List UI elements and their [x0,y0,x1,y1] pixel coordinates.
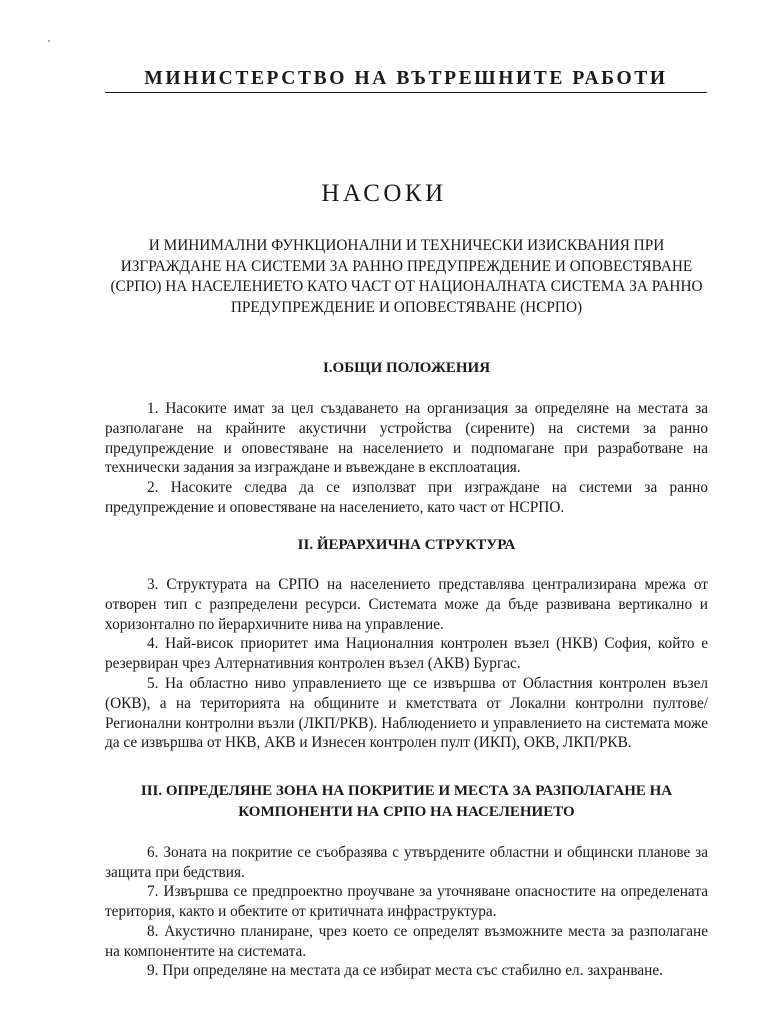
paragraph: 7. Извършва се предпроектно проучване за уточняване опасностите на определената територия, както и обектите от критичната инфраструктура. [105,883,708,920]
paragraph: 9. При определяне на местата да се избират места със стабилно ел. захранване. [147,962,663,979]
paragraph: 4. Най-висок приоритет има Националния контролен възел (НКВ) София, който е резервиран чрез Алтернативния контролен възел (АКВ) Бургас. [105,635,708,672]
document-subtitle: И МИНИМАЛНИ ФУНКЦИОНАЛНИ И ТЕХНИЧЕСКИ ИЗИСКВАНИЯ ПРИ ИЗГРАЖДАНЕ НА СИСТЕМИ ЗА РАННО ПРЕДУПРЕЖДЕНИЕ И ОПОВЕСТЯВАНЕ (СРПО) НА НАСЕЛЕНИЕТО КАТО ЧАСТ ОТ НАЦИОНАЛНАТА СИСТЕМА ЗА РАННО ПРЕДУПРЕЖДЕНИЕ И ОПОВЕСТЯВАНЕ (НСРПО) [110,237,703,316]
paragraph: 8. Акустично планиране, чрез което се определят възможните места за разполагане на компонентите на системата. [105,923,708,960]
paragraph: 6. Зоната на покритие се съобразява с утвърдените областни и общински планове за защита при бедствия. [105,844,708,881]
paragraph: 2. Насоките следва да се използват при изграждане на системи за ранно предупреждение и оповестяване на населението, като част от НСРПО. [105,479,708,516]
paragraph: 5. На областно ниво управлението ще се извършва от Областния контролен възел (ОКВ), а на територията на общините и кметствата от Локални контролни пултове/Регионални контролни възли (ЛКП/РКВ). Наблюдението и управлението на системата може да се извършва от НКВ, АКВ и Изнесен контролен пулт (ИКП), ОКВ, ЛКП/РКВ. [105,675,708,752]
section-heading: ІІІ. ОПРЕДЕЛЯНЕ ЗОНА НА ПОКРИТИЕ И МЕСТА ЗА РАЗПОЛАГАНЕ НА КОМПОНЕНТИ НА СРПО НА НАСЕЛЕНИЕТО [140,783,673,820]
paragraph: 1. Насоките имат за цел създаването на организация за определяне на местата за разполагане на крайните акустични устройства (сирените) на системи за ранно предупреждение и оповестяване на населението и подпомагане при разработване на технически задания за изграждане и въвеждане в експлоатация. [105,400,708,477]
section-heading: ІІ. ЙЕРАРХИЧНА СТРУКТУРА [297,537,516,553]
paragraph: 3. Структурата на СРПО на населението представлява централизирана мрежа от отворен тип с разпределени ресурси. Системата може да бъде развивана вертикално и хоризонтално по йерархичните нива на управление. [105,576,708,633]
ministry-header: МИНИСТЕРСТВО НА ВЪТРЕШНИТЕ РАБОТИ [105,68,707,93]
scan-speck [48,40,50,42]
document-title: НАСОКИ [321,180,447,207]
section-heading: І.ОБЩИ ПОЛОЖЕНИЯ [322,360,491,376]
